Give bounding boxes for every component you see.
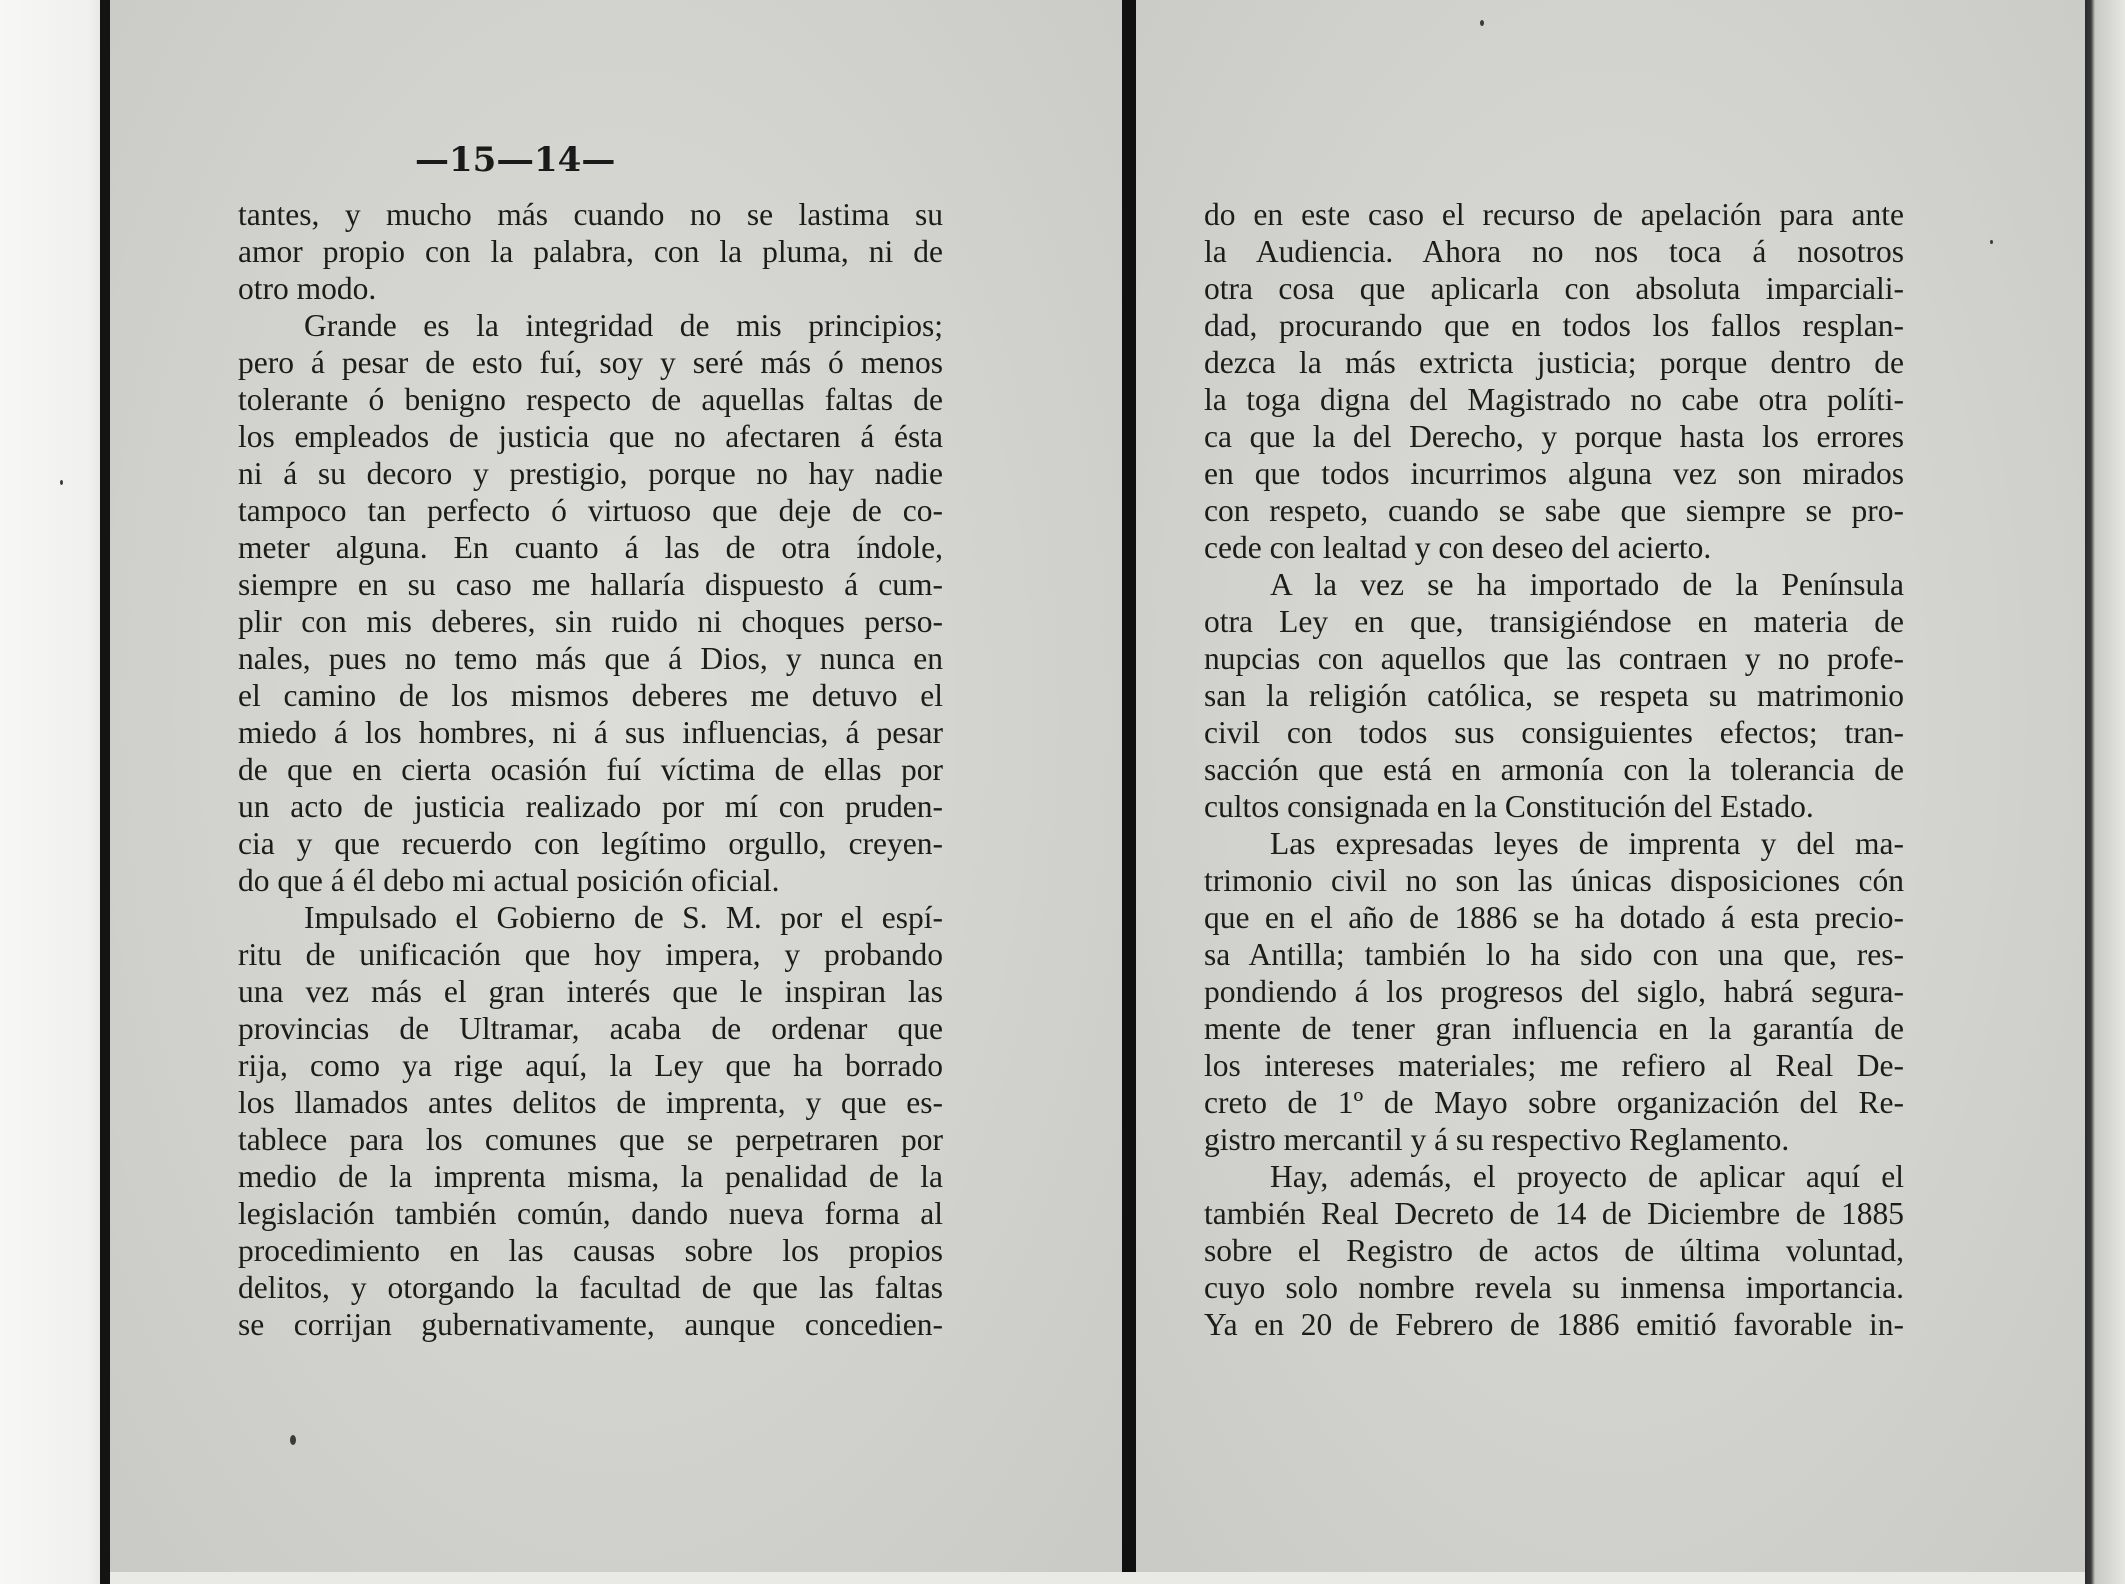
text-line: Las expresadas leyes de imprenta y del ma-	[1270, 826, 1904, 861]
text-line: ni á su decoro y prestigio, porque no hay nadie	[238, 456, 943, 491]
text-line: cede con lealtad y con deseo del acierto.	[1204, 530, 1712, 565]
text-line: tolerante ó benigno respecto de aquellas faltas de	[238, 382, 943, 417]
left-page-text	[238, 196, 943, 1343]
text-line: dezca la más extricta justicia; porque dentro de	[1204, 345, 1904, 380]
text-line: delitos, y otorgando la facultad de que las faltas	[238, 1270, 943, 1305]
text-line: sobre el Registro de actos de última voluntad,	[1204, 1233, 1904, 1268]
text-line: civil con todos sus consiguientes efectos; tran-	[1204, 715, 1904, 750]
text-line: otro modo.	[238, 271, 377, 306]
text-line: trimonio civil no son las únicas disposiciones cón	[1204, 863, 1904, 898]
text-line: A la vez se ha importado de la Península	[1270, 567, 1904, 602]
text-line: de que en cierta ocasión fuí víctima de ellas por	[238, 752, 943, 787]
book-gutter	[1122, 0, 1136, 1584]
text-line: ritu de unificación que hoy impera, y probando	[238, 937, 943, 972]
scan-speck	[1480, 20, 1484, 26]
left-page-number: —14—	[500, 140, 616, 180]
right-edge-shadow	[2085, 0, 2125, 1584]
text-line: la toga digna del Magistrado no cabe otra políti-	[1204, 382, 1904, 417]
text-line: san la religión católica, se respeta su matrimonio	[1204, 678, 1904, 713]
text-line: un acto de justicia realizado por mí con pruden-	[238, 789, 943, 824]
text-line: los empleados de justicia que no afectaren á ésta	[238, 419, 943, 454]
text-line: en que todos incurrimos alguna vez son mirados	[1204, 456, 1904, 491]
text-line: con respeto, cuando se sabe que siempre se pro-	[1204, 493, 1904, 528]
text-line: sacción que está en armonía con la tolerancia de	[1204, 752, 1904, 787]
text-line: tablece para los comunes que se perpetraren por	[238, 1122, 943, 1157]
text-line: también Real Decreto de 14 de Diciembre de 1885	[1204, 1196, 1904, 1231]
text-line: pero á pesar de esto fuí, soy y seré más ó menos	[238, 345, 943, 380]
right-page-text	[1204, 196, 1904, 1343]
text-line: nupcias con aquellos que las contraen y no profe-	[1204, 641, 1904, 676]
text-line: Impulsado el Gobierno de S. M. por el espí-	[304, 900, 943, 935]
bottom-edge	[110, 1572, 2085, 1584]
text-line: medio de la imprenta misma, la penalidad de la	[238, 1159, 943, 1194]
text-line: dad, procurando que en todos los fallos resplan-	[1204, 308, 1904, 343]
text-line: rija, como ya rige aquí, la Ley que ha borrado	[238, 1048, 943, 1083]
left-edge-shadow	[100, 0, 110, 1584]
text-line: una vez más el gran interés que le inspiran las	[238, 974, 943, 1009]
text-line: cuyo solo nombre revela su inmensa importancia.	[1204, 1270, 1904, 1305]
text-line: amor propio con la palabra, con la pluma, ni de	[238, 234, 943, 269]
text-line: que en el año de 1886 se ha dotado á esta precio-	[1204, 900, 1904, 935]
text-line: do en este caso el recurso de apelación para ante	[1204, 197, 1904, 232]
text-line: legislación también común, dando nueva forma al	[238, 1196, 943, 1231]
left-margin-strip	[0, 0, 104, 1584]
text-line: meter alguna. En cuanto á las de otra índole,	[238, 530, 943, 565]
text-line: los intereses materiales; me refiero al Real De-	[1204, 1048, 1904, 1083]
text-line: do que á él debo mi actual posición oficial.	[238, 863, 780, 898]
text-line: otra Ley en que, transigiéndose en materia de	[1204, 604, 1904, 639]
scan-speck	[1990, 240, 1993, 244]
text-line: provincias de Ultramar, acaba de ordenar que	[238, 1011, 943, 1046]
text-line: Grande es la integridad de mis principios;	[304, 308, 943, 343]
text-line: nales, pues no temo más que á Dios, y nunca en	[238, 641, 943, 676]
text-line: mente de tener gran influencia en la garantía de	[1204, 1011, 1904, 1046]
text-line: procedimiento en las causas sobre los propios	[238, 1233, 943, 1268]
text-line: cultos consignada en la Constitución del Estado.	[1204, 789, 1814, 824]
text-line: siempre en su caso me hallaría dispuesto á cum-	[238, 567, 943, 602]
text-line: Ya en 20 de Febrero de 1886 emitió favorable in-	[1204, 1307, 1904, 1342]
text-line: Hay, además, el proyecto de aplicar aquí el	[1270, 1159, 1904, 1194]
scan-speck	[60, 480, 63, 485]
text-line: ca que la del Derecho, y porque hasta los errores	[1204, 419, 1904, 454]
text-line: cia y que recuerdo con legítimo orgullo, creyen-	[238, 826, 943, 861]
text-line: miedo á los hombres, ni á sus influencias, á pesar	[238, 715, 943, 750]
right-page-number: —15—	[415, 140, 531, 180]
text-line: los llamados antes delitos de imprenta, y que es-	[238, 1085, 943, 1120]
text-line: gistro mercantil y á su respectivo Reglamento.	[1204, 1122, 1790, 1157]
text-line: el camino de los mismos deberes me detuvo el	[238, 678, 943, 713]
text-line: sa Antilla; también lo ha sido con una que, res-	[1204, 937, 1904, 972]
text-line: la Audiencia. Ahora no nos toca á nosotros	[1204, 234, 1904, 269]
text-line: creto de 1º de Mayo sobre organización del Re-	[1204, 1085, 1904, 1120]
text-line: se corrijan gubernativamente, aunque concedien-	[238, 1307, 943, 1342]
text-line: tampoco tan perfecto ó virtuoso que deje de co-	[238, 493, 943, 528]
text-line: otra cosa que aplicarla con absoluta imparciali-	[1204, 271, 1904, 306]
text-line: tantes, y mucho más cuando no se lastima su	[238, 197, 943, 232]
scan-speck	[290, 1435, 296, 1445]
text-line: pondiendo á los progresos del siglo, habrá segura-	[1204, 974, 1904, 1009]
text-line: plir con mis deberes, sin ruido ni choques perso-	[238, 604, 943, 639]
